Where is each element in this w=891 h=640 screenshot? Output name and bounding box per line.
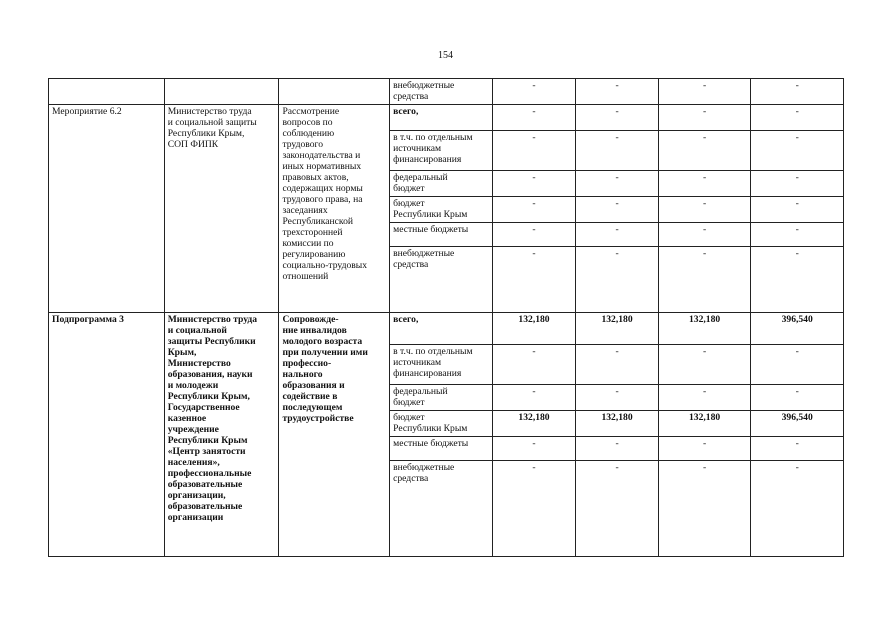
value-cell: - [751, 461, 844, 557]
value-cell: - [492, 223, 576, 247]
executor-cell: Министерство труда и социальной защиты Республики Крым, Министерство образования, науки и молодежи Республики Крым, Государственное казенное учреждение Республики Крым «Центр занятости населения», профессиональные образовательные организации, образовательные организации [164, 313, 279, 557]
empty-cell [279, 79, 390, 105]
value-cell: 132,180 [658, 411, 751, 437]
funding-source-cell: федеральный бюджет [390, 171, 493, 197]
value-cell: - [658, 385, 751, 411]
subprogram-name-cell: Подпрограмма 3 [49, 313, 165, 557]
value-cell: - [658, 345, 751, 385]
value-cell: - [576, 79, 659, 105]
value-cell: 396,540 [751, 411, 844, 437]
value-cell: - [492, 345, 576, 385]
funding-source-cell: федеральный бюджет [390, 385, 493, 411]
value-cell: - [751, 197, 844, 223]
value-cell: - [658, 79, 751, 105]
description-cell: Рассмотрение вопросов по соблюдению трудового законодательства и иных нормативных правовых актов, содержащих нормы трудового права, на заседаниях Республиканской трехсторонней комиссии по регулированию социально-трудовых отношений [279, 105, 390, 313]
funding-source-cell: местные бюджеты [390, 223, 493, 247]
funding-source-cell: внебюджетные средства [390, 79, 493, 105]
value-cell: - [751, 385, 844, 411]
value-cell: - [751, 79, 844, 105]
empty-cell [49, 79, 165, 105]
value-cell: - [658, 171, 751, 197]
funding-source-cell: внебюджетные средства [390, 461, 493, 557]
table-row [49, 105, 844, 131]
table-row [49, 79, 844, 105]
funding-source-cell: в т.ч. по отдельным источникам финансирования [390, 345, 493, 385]
value-cell: - [576, 223, 659, 247]
value-cell: - [576, 345, 659, 385]
value-cell: - [658, 197, 751, 223]
description-cell: Сопровожде- ние инвалидов молодого возраста при получении ими профессио- нального образования и содействие в последующем трудоустройстве [279, 313, 390, 557]
value-cell: 132,180 [492, 411, 576, 437]
value-cell: - [492, 461, 576, 557]
value-cell: - [492, 247, 576, 313]
value-cell: - [576, 171, 659, 197]
value-cell: - [751, 437, 844, 461]
page-number: 154 [438, 50, 453, 61]
value-cell: - [576, 247, 659, 313]
budget-table [48, 78, 844, 557]
funding-source-cell: бюджет Республики Крым [390, 411, 493, 437]
value-cell: - [751, 247, 844, 313]
value-cell: 132,180 [576, 411, 659, 437]
value-cell: - [576, 385, 659, 411]
value-cell: - [492, 197, 576, 223]
value-cell: - [658, 105, 751, 131]
value-cell: - [751, 345, 844, 385]
value-cell: - [492, 105, 576, 131]
value-cell: - [658, 461, 751, 557]
value-cell: 132,180 [658, 313, 751, 345]
value-cell: - [751, 171, 844, 197]
value-cell: - [751, 223, 844, 247]
value-cell: 396,540 [751, 313, 844, 345]
funding-source-cell: местные бюджеты [390, 437, 493, 461]
activity-name-cell: Мероприятие 6.2 [49, 105, 165, 313]
funding-source-cell: всего, [390, 105, 493, 131]
executor-cell: Министерство труда и социальной защиты Республики Крым, СОП ФИПК [164, 105, 279, 313]
funding-source-cell: всего, [390, 313, 493, 345]
value-cell: - [576, 461, 659, 557]
value-cell: - [492, 171, 576, 197]
value-cell: - [576, 131, 659, 171]
value-cell: - [492, 385, 576, 411]
value-cell: - [576, 197, 659, 223]
value-cell: 132,180 [576, 313, 659, 345]
value-cell: - [492, 131, 576, 171]
value-cell: - [658, 247, 751, 313]
value-cell: - [492, 437, 576, 461]
value-cell: - [576, 105, 659, 131]
table-row [49, 313, 844, 345]
value-cell: - [658, 223, 751, 247]
value-cell: - [576, 437, 659, 461]
value-cell: - [492, 79, 576, 105]
funding-source-cell: внебюджетные средства [390, 247, 493, 313]
value-cell: - [658, 437, 751, 461]
value-cell: 132,180 [492, 313, 576, 345]
empty-cell [164, 79, 279, 105]
funding-source-cell: бюджет Республики Крым [390, 197, 493, 223]
value-cell: - [658, 131, 751, 171]
funding-source-cell: в т.ч. по отдельным источникам финансирования [390, 131, 493, 171]
value-cell: - [751, 131, 844, 171]
value-cell: - [751, 105, 844, 131]
